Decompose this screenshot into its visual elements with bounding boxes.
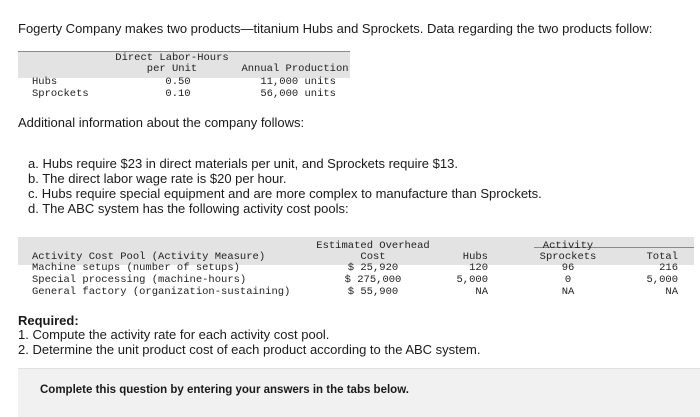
labor-row-production: 56,000 units	[260, 88, 336, 100]
activity-row-pool: Special processing (machine-hours)	[32, 274, 247, 286]
labor-row-dlh: 0.10	[165, 88, 191, 100]
activity-row-total: NA	[665, 286, 678, 298]
activity-row-pool: Machine setups (number of setups)	[32, 262, 240, 274]
required-heading: Required:	[18, 313, 79, 328]
header-pool: Activity Cost Pool (Activity Measure)	[32, 251, 266, 263]
activity-row-sprockets: 0	[564, 274, 572, 286]
activity-row-sprockets: NA	[561, 286, 575, 298]
header-hubs: Hubs	[462, 251, 488, 263]
activity-row-cost: $ 55,900	[347, 286, 399, 298]
list-item: a. Hubs require $23 in direct materials per unit, and Sprockets require $13.	[28, 156, 458, 171]
activity-row-cost: $ 275,000	[344, 274, 402, 286]
header-activity: Activity	[542, 240, 594, 252]
list-item: c. Hubs require special equipment and are more complex to manufacture than Sprockets.	[28, 186, 542, 201]
activity-row-cost: $ 25,920	[347, 262, 399, 274]
header-dlh-line1: Direct Labor-Hours	[115, 52, 229, 64]
header-estimated-overhead	[308, 241, 438, 263]
instruction-box	[18, 368, 700, 417]
instruction-text: Complete this question by entering your answers in the tabs below.	[40, 384, 409, 396]
labor-row-production: 11,000 units	[260, 76, 336, 88]
activity-row-pool: General factory (organization-sustaining)	[32, 286, 291, 298]
info-list	[28, 156, 542, 216]
header-annual-production: Annual Production	[241, 63, 349, 75]
header-cost-line1: Estimated Overhead	[316, 240, 430, 252]
activity-row-total: 5,000	[646, 274, 678, 286]
list-item: 2. Determine the unit product cost of each product according to the ABC system.	[18, 342, 481, 357]
labor-row-product: Sprockets	[32, 88, 89, 100]
header-cost-line2: Cost	[360, 251, 386, 263]
labor-table	[18, 52, 350, 102]
labor-row-product: Hubs	[32, 76, 58, 88]
activity-row-hubs: 120	[469, 262, 488, 274]
header-dlh-line2: per Unit	[146, 63, 198, 75]
header-dlh	[102, 53, 242, 75]
required-list	[18, 327, 480, 357]
list-item: d. The ABC system has the following activity cost pools:	[28, 201, 349, 216]
intro-text: Fogerty Company makes two products—titanium Hubs and Sprockets. Data regarding the two products follow:	[18, 21, 653, 36]
list-item: b. The direct labor wage rate is $20 per hour.	[28, 171, 287, 186]
list-item: 1. Compute the activity rate for each activity cost pool.	[18, 327, 330, 342]
activity-table	[18, 237, 694, 303]
activity-row-hubs: NA	[475, 286, 488, 298]
activity-row-total: 216	[659, 262, 678, 274]
labor-row-dlh: 0.50	[165, 76, 191, 88]
activity-row-sprockets: 96	[561, 262, 575, 274]
header-total: Total	[646, 251, 678, 263]
additional-info-heading: Additional information about the company follows:	[18, 115, 305, 130]
activity-row-hubs: 5,000	[456, 274, 488, 286]
header-sprockets: Sprockets	[539, 251, 597, 263]
